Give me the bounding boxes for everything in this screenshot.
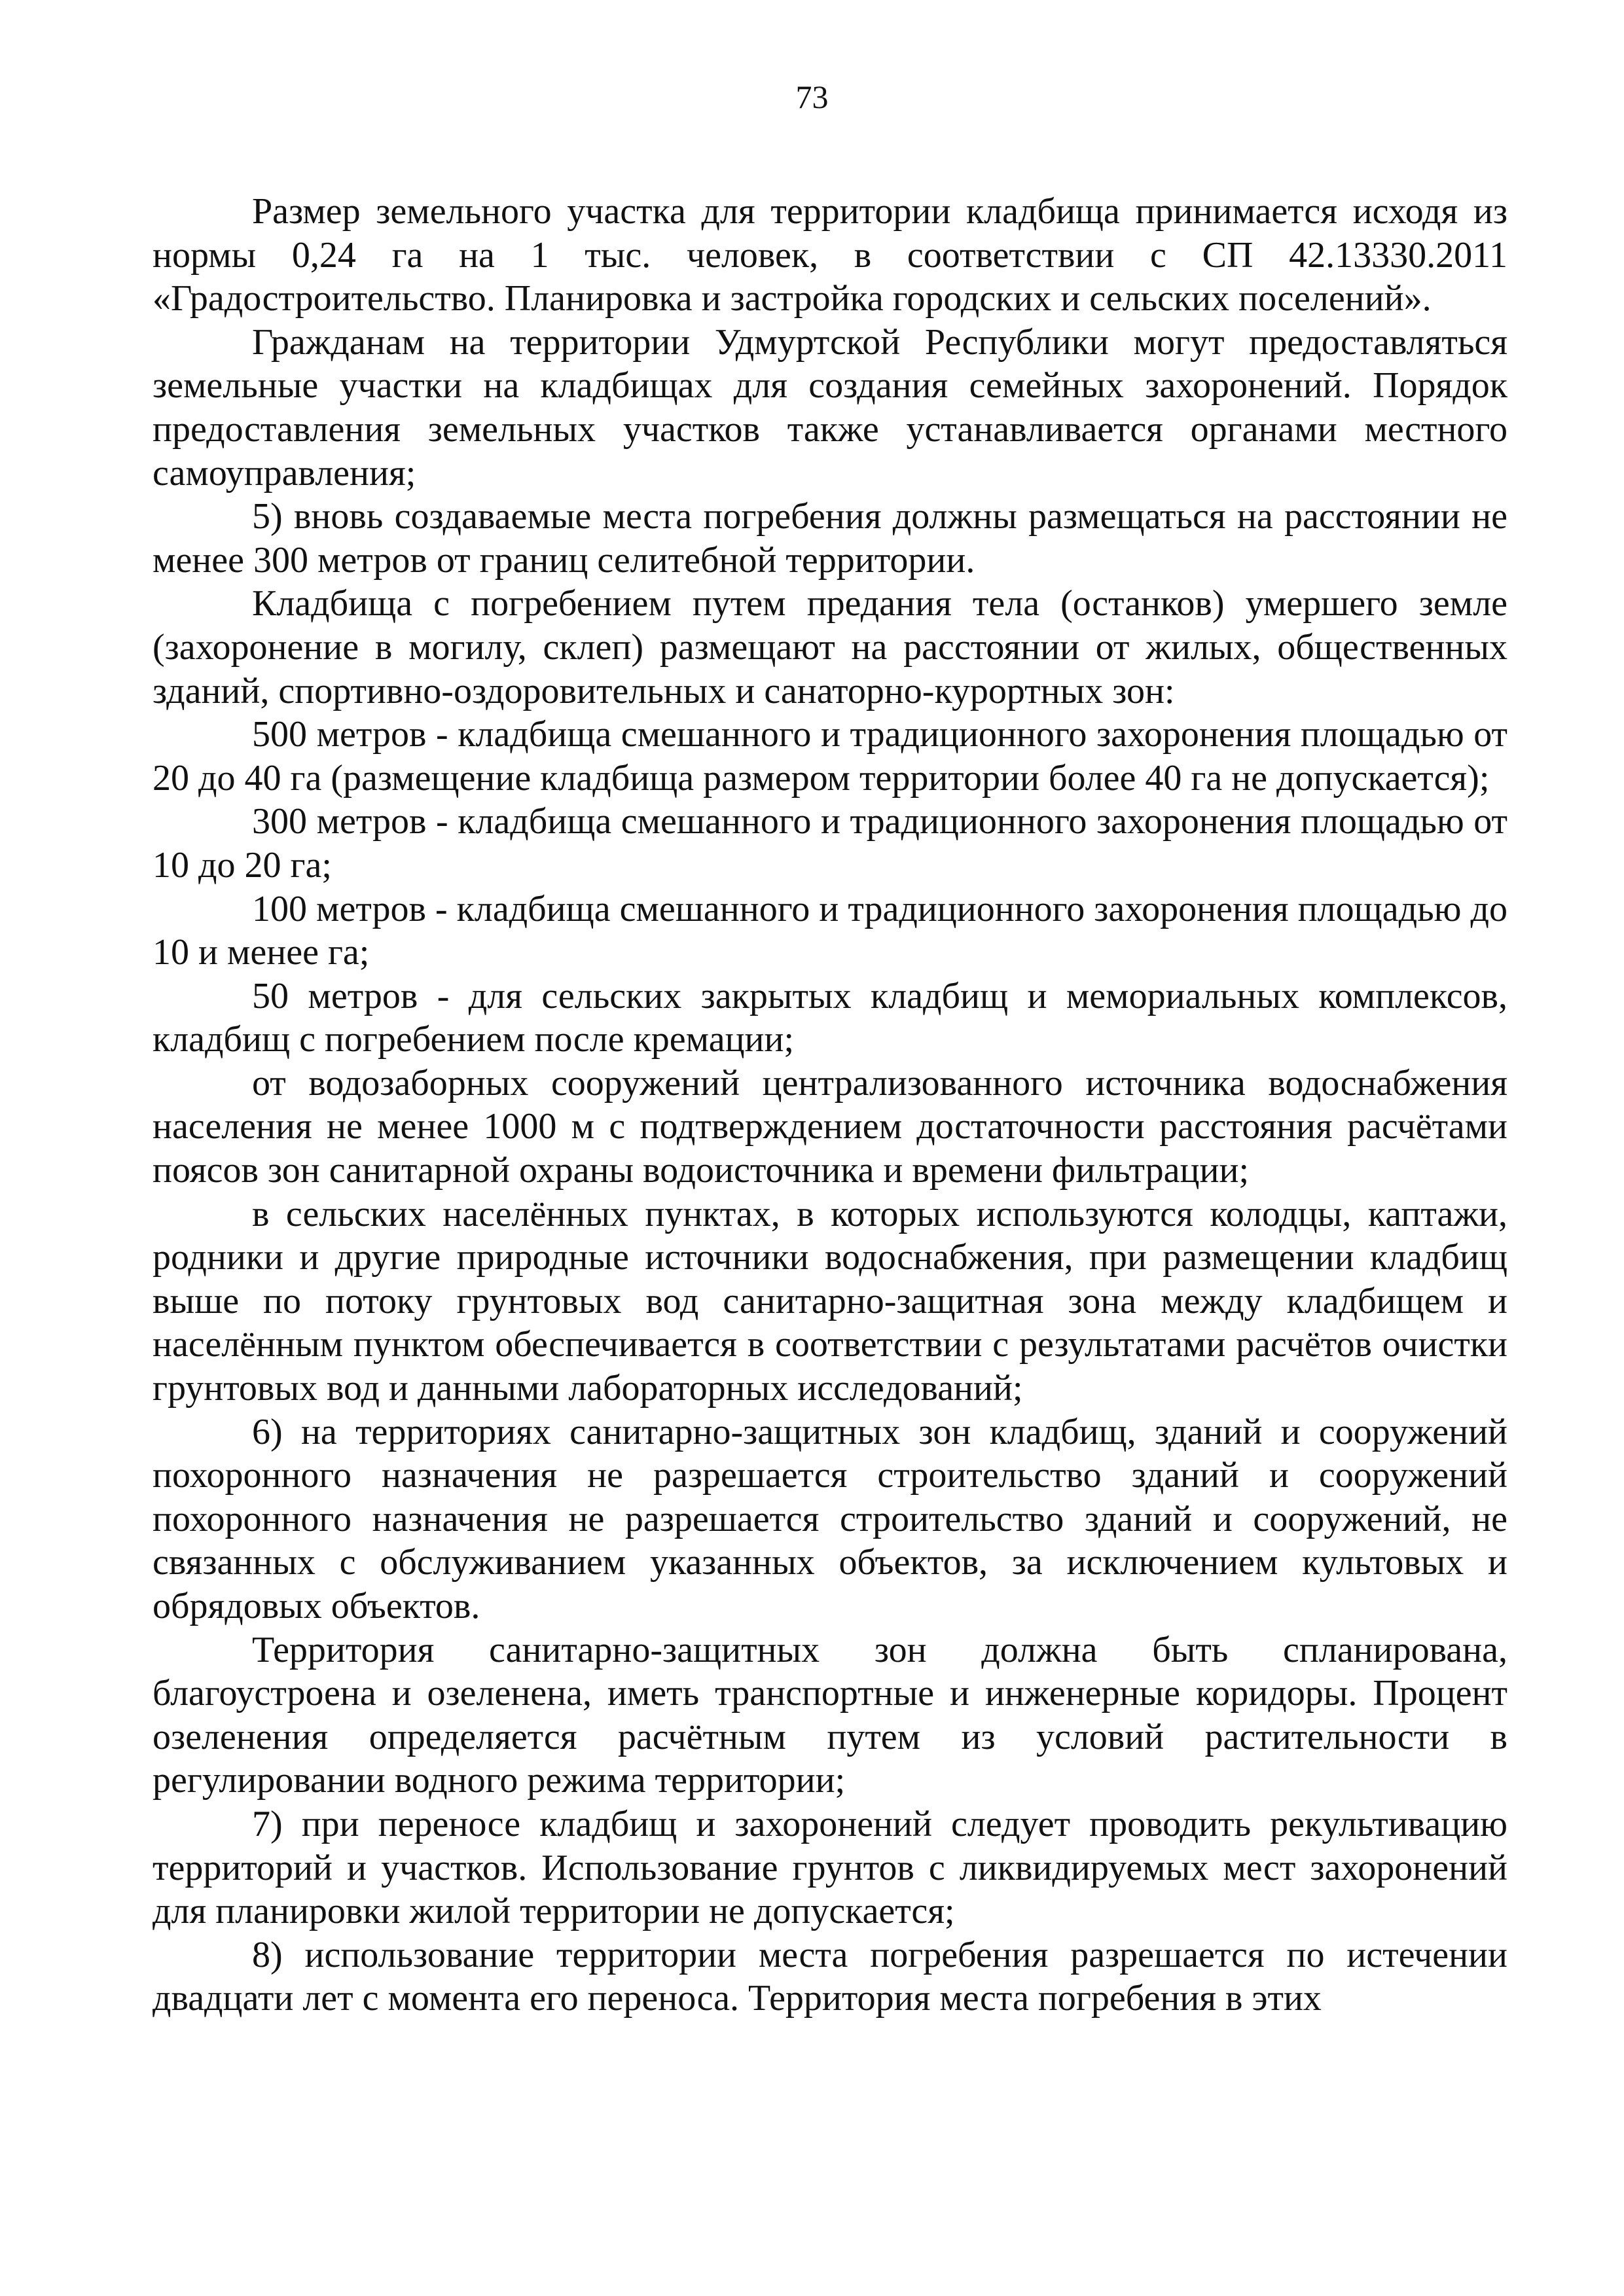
paragraph-family-burials: Гражданам на территории Удмуртской Республики могут предоставляться земельные участки на кладбищах для создания семейных захоронений. Порядок предоставления земельных участков также устанавливается органами местного самоуправления; [153, 321, 1507, 493]
paragraph-item-8: 8) использование территории места погребения разрешается по истечении двадцати лет с момента его переноса. Территория места погребения в этих [153, 1934, 1507, 2019]
paragraph-item-7: 7) при переносе кладбищ и захоронений следует проводить рекультивацию территорий и участков. Использование грунтов с ликвидируемых мест захоронений для планировки жилой территории не допускается; [153, 1803, 1507, 1932]
paragraph-300-meters: 300 метров - кладбища смешанного и традиционного захоронения площадью от 10 до 20 га; [153, 801, 1507, 886]
paragraph-500-meters: 500 метров - кладбища смешанного и традиционного захоронения площадью от 20 до 40 га (размещение кладбища размером территории более 40 га не допускается); [153, 714, 1507, 798]
paragraph-50-meters: 50 метров - для сельских закрытых кладбищ и мемориальных комплексов, кладбищ с погребением после кремации; [153, 975, 1507, 1060]
paragraph-item-5: 5) вновь создаваемые места погребения должны размещаться на расстоянии не менее 300 метров от границ селитебной территории. [153, 496, 1507, 581]
page-number: 73 [795, 79, 829, 115]
document-body [153, 190, 1507, 2020]
paragraph-100-meters: 100 метров - кладбища смешанного и традиционного захоронения площадью до 10 и менее га; [153, 888, 1507, 973]
paragraph-sanitary-zone-territory: Территория санитарно-защитных зон должна быть спланирована, благоустроена и озеленена, иметь транспортные и инженерные коридоры. Процент озеленения определяется расчётным путем из условий растительности в регулировании водного режима территории; [153, 1629, 1507, 1801]
paragraph-water-intake: от водозаборных сооружений централизованного источника водоснабжения населения не менее 1000 м с подтверждением достаточности расстояния расчётами поясов зон санитарной охраны водоисточника и времени фильтрации; [153, 1062, 1507, 1191]
paragraph-rural-settlements: в сельских населённых пунктах, в которых используются колодцы, каптажи, родники и другие природные источники водоснабжения, при размещении кладбищ выше по потоку грунтовых вод санитарно-защитная зона между кладбищем и населённым пунктом обеспечивается в соответствии с результатами расчётов очистки грунтовых вод и данными лабораторных исследований; [153, 1193, 1507, 1409]
paragraph-burial-distances: Кладбища с погребением путем предания тела (останков) умершего земле (захоронение в могилу, склеп) размещают на расстоянии от жилых, общественных зданий, спортивно-оздоровительных и санаторно-курортных зон: [153, 583, 1507, 711]
paragraph-cemetery-land-size: Размер земельного участка для территории кладбища принимается исходя из нормы 0,24 га на 1 тыс. человек, в соответствии с СП 42.13330.2011 «Градостроительство. Планировка и застройка городских и сельских поселений». [153, 191, 1507, 319]
paragraph-item-6: 6) на территориях санитарно-защитных зон кладбищ, зданий и сооружений похоронного назначения не разрешается строительство зданий и сооружений похоронного назначения не разрешается строительство зданий и сооружений, не связанных с обслуживанием указанных объектов, за исключением культовых и обрядовых объектов. [153, 1411, 1507, 1626]
